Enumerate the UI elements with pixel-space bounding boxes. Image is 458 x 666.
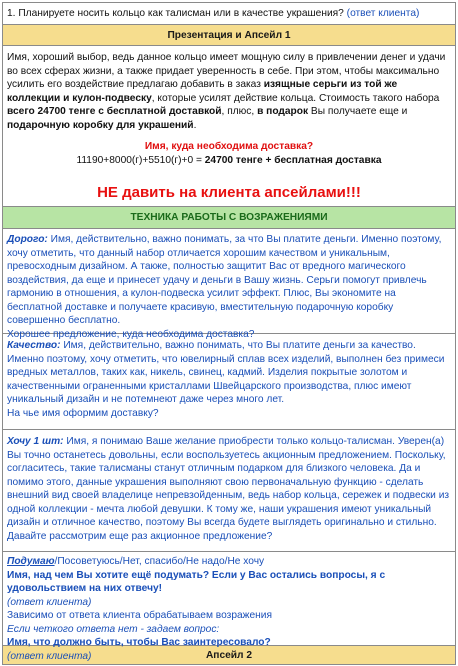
question-row — [2, 3, 456, 25]
objections-header — [2, 207, 456, 229]
presentation-header — [2, 25, 456, 46]
objections-title: ТЕХНИКА РАБОТЫ С ВОЗРАЖЕНИЯМИ — [130, 212, 328, 223]
upsell2-title: Апсейл 2 — [205, 650, 253, 661]
objection-expensive — [2, 229, 456, 340]
question-text: 1. Планируете носить кольцо как талисман или в качестве украшения? — [7, 8, 344, 19]
warning-text: НЕ давить на клиента апсейлами!!! — [97, 184, 361, 201]
quality-close: На чье имя оформим доставку? — [7, 407, 159, 419]
objection-one-item — [2, 430, 456, 552]
expensive-close: Хорошее предложение, куда необходима доставка? — [7, 328, 255, 340]
presentation-paragraph: Имя, хороший выбор, ведь данное кольцо имеет мощную силу в привлечении денег и удачи во всех сферах жизни, а также придает уверенность в себе. При этом, чтобы максимально усилить его воздействие предлагаю добавить в заказ изящные серьги из той же коллекции и кулон-подвеску, которые усилят действие кольца. Стоимость такого набора всего 24700 тенге с бесплатной доставкой, плюс, в подарок Вы получаете еще и подарочную коробку для украшений. — [7, 52, 446, 131]
expensive-text: Дорого: Имя, действительно, важно понимать, за что Вы платите деньги. Именно поэтому, хочу отметить, что данный набор отличается хорошим качеством и уникальным, превосходным дизайном. А также, полностью защитит Вас от вредного магического воздействия, да еще и принесет удачу и деньги в Вашу жизнь. Серьги помогут привлечь гармонию в отношения, а кулон-подвеска усилит эффект. Плюс, Вы экономите на бесплатной доставке и получаете красивую, вместительную подарочную коробку совершенно бесплатно. — [7, 234, 442, 326]
presentation-title: Презентация и Апсейл 1 — [167, 30, 291, 41]
presentation-body — [2, 46, 456, 207]
client-answer-2[interactable]: (ответ клиента) — [7, 650, 92, 662]
think-header: Подумаю/Посоветуюсь/Нет, спасибо/Не надо/Не хочу — [7, 556, 265, 567]
delivery-question: Имя, куда необходима доставка? — [144, 141, 314, 152]
script-sheet — [2, 2, 456, 665]
quality-text: Качество: Имя, действительно, важно понимать, что Вы платите деньги за качество. Именно поэтому, хочу отметить, что ювелирный сплав всех изделий, выполнен без примеси вредных металлов, таких как, никель, свинец, кадмий. Изделия покрытые золотом и качественными ограненными кристаллами Швейцарского производства, плюс имеют уникальный дизайн и не потемнеют даже через много лет. — [7, 340, 445, 405]
objection-quality — [2, 334, 456, 430]
one-item-text: Хочу 1 шт: Имя, я понимаю Ваше желание приобрести только кольцо-талисман. Уверен(а) Вы точно останетесь довольны, если воспользуетесь акционным предложением. Поскольку, согласитесь, такие талисманы станут отличным подарком для близкого человека. Да и помимо этого, данные украшения выполняют свою первоначальную функцию - сделать внешний вид своей владелице непревзойденным, ведь набор кольца, сережек и подвески из одной коллекции - мечта любой девушки. К тому же, наши украшения имеют уникальный дизайн и отличное качество, поэтому Вы всегда будете выглядеть оригинально и стильно. Давайте рассмотрим еще раз акционное предложение? — [7, 436, 450, 542]
client-answer-link[interactable]: (ответ клиента) — [346, 8, 420, 19]
price-formula: 11190+8000(г)+5510(г)+0 = 24700 тенге + бесплатная доставка — [76, 154, 382, 166]
think-instruction: Зависимо от ответа клиента обрабатываем возражения — [7, 610, 272, 621]
client-answer-1[interactable]: (ответ клиента) — [7, 596, 92, 608]
think-condition: Если четкого ответа нет - задаем вопрос: — [7, 623, 220, 635]
think-question-2: Имя, что должно быть, чтобы Вас заинтересовало? — [7, 637, 271, 648]
think-question-1: Имя, над чем Вы хотите ещё подумать? Если у Вас остались вопросы, я с удовольствием на них отвечу! — [7, 569, 386, 594]
